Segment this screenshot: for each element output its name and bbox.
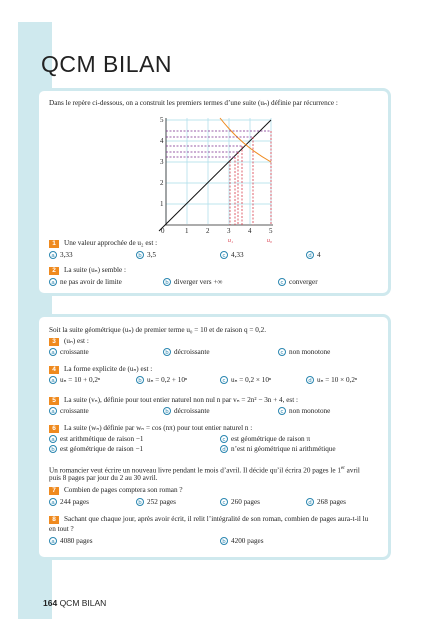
option-text: diverger vers +∞ — [174, 278, 223, 286]
option-text: uₙ = 0,2 + 10ⁿ — [147, 376, 188, 384]
option-text: 252 pages — [147, 498, 176, 506]
question-text: Sachant que chaque jour, après avoir écrit, il relit l’intégralité de son roman, combien de pages aura-t-il lu — [64, 515, 369, 523]
option-text: est géométrique de raison −1 — [60, 445, 144, 453]
x-tick: 5 — [269, 227, 273, 235]
option-b[interactable]: b — [163, 348, 171, 356]
option-text: décroissante — [174, 407, 210, 415]
option-text: converger — [289, 278, 318, 286]
option-a[interactable]: a — [49, 537, 57, 545]
question-text: La suite (uₙ) semble : — [64, 266, 126, 274]
function-curve — [220, 118, 271, 162]
option-text: 4200 pages — [231, 537, 264, 545]
option-c[interactable]: c — [278, 278, 286, 286]
question-number: 5 — [49, 397, 59, 405]
x-label-u1: u₁ — [228, 238, 234, 244]
option-c[interactable]: c — [220, 376, 228, 384]
option-text: 4080 pages — [60, 537, 93, 545]
question-number: 2 — [49, 267, 59, 275]
page-title: QCM BILAN — [41, 51, 173, 77]
option-text: n’est ni géométrique ni arithmétique — [231, 445, 336, 453]
question-text: La suite (wₙ) définie par wₙ = cos (nπ) pour tout entier naturel n : — [64, 424, 253, 432]
x-tick: 2 — [206, 227, 210, 235]
option-b[interactable]: b — [136, 376, 144, 384]
cobweb-construction — [166, 131, 271, 157]
option-text: non monotone — [289, 407, 331, 415]
question-text: La suite (vₙ), définie pour tout entier naturel non nul n par vₙ = 2n² − 3n + 4, est : — [64, 396, 299, 404]
question-number: 8 — [49, 516, 59, 524]
y-tick: 4 — [160, 137, 164, 145]
option-text: uₙ = 0,2 × 10ⁿ — [231, 376, 272, 384]
option-a[interactable]: a — [49, 348, 57, 356]
x-tick: 1 — [185, 227, 189, 235]
card2-intro: Soit la suite géométrique (uₙ) de premier terme u₀ = 10 et de raison q = 0,2. — [49, 326, 267, 334]
question-text: Une valeur approchée de u₂ est : — [64, 239, 158, 247]
option-b[interactable]: b — [49, 445, 57, 453]
question-number: 4 — [49, 366, 59, 374]
option-b[interactable]: b — [163, 278, 171, 286]
page-number: 164 — [43, 598, 58, 608]
y-tick: 3 — [160, 158, 164, 166]
x-tick: 3 — [227, 227, 231, 235]
question-text: (uₙ) est : — [64, 337, 89, 345]
option-text: ne pas avoir de limite — [60, 278, 122, 286]
option-d[interactable]: d — [306, 498, 314, 506]
corner-decor — [18, 22, 52, 44]
option-c[interactable]: c — [220, 498, 228, 506]
option-d[interactable]: d — [306, 376, 314, 384]
option-text: 4,33 — [231, 251, 244, 259]
option-d[interactable]: d — [220, 445, 228, 453]
page-footer — [43, 598, 106, 608]
option-text: uₙ = 10 × 0,2ⁿ — [317, 376, 358, 384]
option-d[interactable]: d — [306, 251, 314, 259]
option-a[interactable]: a — [49, 278, 57, 286]
option-a[interactable]: a — [49, 376, 57, 384]
option-text: est arithmétique de raison −1 — [60, 435, 144, 443]
question-text-line2: en tout ? — [49, 525, 74, 533]
y-tick: 2 — [160, 179, 164, 187]
footer-label: QCM BILAN — [59, 598, 107, 608]
option-a[interactable]: a — [49, 251, 57, 259]
origin-label: 0 — [161, 227, 165, 235]
question-text: Combien de pages comptera son roman ? — [64, 486, 183, 494]
option-a[interactable]: a — [49, 407, 57, 415]
recurrence-graph — [150, 112, 280, 248]
question-number: 1 — [49, 240, 59, 248]
option-b[interactable]: b — [136, 498, 144, 506]
question-number: 6 — [49, 425, 59, 433]
question-text: La forme explicite de (uₙ) est : — [64, 365, 153, 373]
top-margin — [18, 0, 435, 44]
option-text: 268 pages — [317, 498, 346, 506]
option-b[interactable]: b — [163, 407, 171, 415]
option-c[interactable]: c — [278, 348, 286, 356]
option-c[interactable]: c — [278, 407, 286, 415]
option-text: croissante — [60, 348, 89, 356]
story-text-line2: puis 8 pages par jour du 2 au 30 avril. — [49, 474, 158, 482]
option-text: croissante — [60, 407, 89, 415]
y-tick: 1 — [160, 200, 164, 208]
option-b[interactable]: b — [136, 251, 144, 259]
card1-intro: Dans le repère ci-dessous, on a construit les premiers termes d’une suite (uₙ) définie par récurrence : — [49, 99, 338, 107]
option-text: 260 pages — [231, 498, 260, 506]
option-text: 4 — [317, 251, 321, 259]
option-b[interactable]: b — [220, 537, 228, 545]
x-label-u0: u₀ — [267, 238, 273, 244]
option-text: non monotone — [289, 348, 331, 356]
cobweb-verticals — [230, 131, 271, 225]
question-number: 7 — [49, 487, 59, 495]
option-text: 3,33 — [60, 251, 73, 259]
y-tick: 5 — [160, 116, 164, 124]
option-text: décroissante — [174, 348, 210, 356]
option-text: est géométrique de raison π — [231, 435, 311, 443]
option-a[interactable]: a — [49, 435, 57, 443]
option-text: uₙ = 10 + 0,2ⁿ — [60, 376, 101, 384]
option-a[interactable]: a — [49, 498, 57, 506]
option-c[interactable]: c — [220, 251, 228, 259]
story-text: Un romancier veut écrire un nouveau livre pendant le mois d’avril. Il décide qu’il écrira 20 pages le 1er avril — [49, 466, 360, 475]
question-number: 3 — [49, 338, 59, 346]
option-text: 3,5 — [147, 251, 156, 259]
option-c[interactable]: c — [220, 435, 228, 443]
option-text: 244 pages — [60, 498, 89, 506]
x-tick: 4 — [248, 227, 252, 235]
